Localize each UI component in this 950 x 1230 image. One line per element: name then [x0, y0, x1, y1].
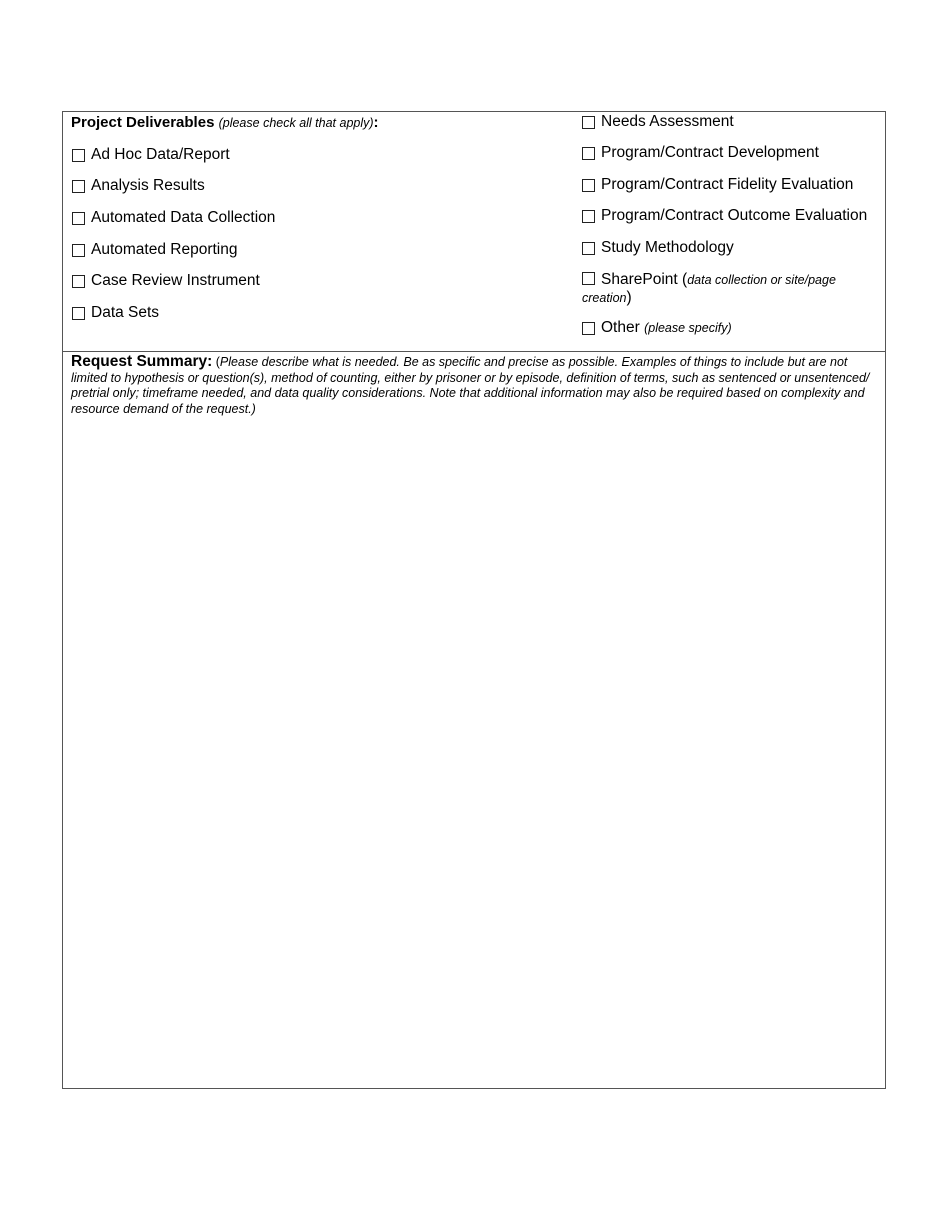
- option-label: Automated Data Collection: [91, 209, 276, 226]
- option-analysis-results[interactable]: [72, 177, 205, 195]
- option-automated-data-collection[interactable]: [72, 209, 275, 227]
- checkbox[interactable]: [72, 307, 85, 320]
- option-label: Ad Hoc Data/Report: [91, 146, 230, 163]
- checkbox[interactable]: [582, 147, 595, 160]
- option-case-review-instrument[interactable]: [72, 272, 260, 290]
- option-study-methodology[interactable]: [582, 239, 734, 257]
- project-deliverables-section: [63, 112, 885, 352]
- other-note: please specify: [648, 321, 728, 335]
- checkbox[interactable]: [582, 210, 595, 223]
- checkbox[interactable]: [72, 180, 85, 193]
- option-label: Study Methodology: [601, 239, 734, 256]
- option-label: Needs Assessment: [601, 113, 734, 130]
- option-program-contract-outcome-evaluation[interactable]: [582, 207, 867, 225]
- request-summary-instructions: Please describe what is needed. Be as specific and precise as possible. Examples of things to include but are not limited to hypothesis or question(s), method of counting, either by prisoner or by episode, definition of terms, such as sentenced or unsentenced/ pretrial only; timeframe needed, and data quality considerations. Note that additional information may also be required based on complexity and resource demand of the request.): [71, 355, 870, 416]
- sharepoint-note: data collection or site/page creation: [582, 273, 836, 305]
- request-summary-title: Request Summary:: [71, 353, 213, 370]
- deliverables-heading: [71, 114, 379, 131]
- summary-open-paren: (: [215, 355, 220, 369]
- other-open-paren: (: [644, 321, 649, 335]
- checkbox[interactable]: [582, 116, 595, 129]
- option-label: SharePoint: [601, 271, 678, 288]
- request-form: [62, 111, 886, 1089]
- option-program-contract-development[interactable]: [582, 144, 819, 162]
- option-label: Analysis Results: [91, 177, 205, 194]
- sharepoint-close-paren: ): [626, 289, 632, 306]
- option-label: Data Sets: [91, 304, 160, 321]
- deliverables-colon: :: [373, 114, 379, 131]
- option-label: Other: [601, 319, 640, 336]
- option-label: Automated Reporting: [91, 241, 238, 258]
- option-automated-reporting[interactable]: [72, 241, 237, 259]
- checkbox[interactable]: [582, 242, 595, 255]
- option-label: Program/Contract Outcome Evaluation: [601, 207, 868, 224]
- option-other[interactable]: [582, 319, 732, 337]
- checkbox[interactable]: [582, 272, 595, 285]
- deliverables-title: Project Deliverables: [71, 114, 215, 131]
- option-label: Program/Contract Development: [601, 144, 819, 161]
- option-data-sets[interactable]: [72, 304, 159, 322]
- checkbox[interactable]: [72, 212, 85, 225]
- checkbox[interactable]: [582, 322, 595, 335]
- checkbox[interactable]: [72, 149, 85, 162]
- option-needs-assessment[interactable]: [582, 113, 734, 131]
- option-label: Program/Contract Fidelity Evaluation: [601, 176, 854, 193]
- deliverables-instruction: (please check all that apply): [218, 116, 374, 130]
- option-sharepoint[interactable]: [582, 271, 872, 307]
- checkbox[interactable]: [582, 179, 595, 192]
- sharepoint-open-paren: (: [682, 271, 688, 288]
- option-program-contract-fidelity-evaluation[interactable]: [582, 176, 853, 194]
- other-close-paren: ): [727, 321, 732, 335]
- option-label: Case Review Instrument: [91, 272, 260, 289]
- request-summary-section[interactable]: [71, 354, 871, 417]
- option-ad-hoc-data-report[interactable]: [72, 146, 230, 164]
- checkbox[interactable]: [72, 275, 85, 288]
- checkbox[interactable]: [72, 244, 85, 257]
